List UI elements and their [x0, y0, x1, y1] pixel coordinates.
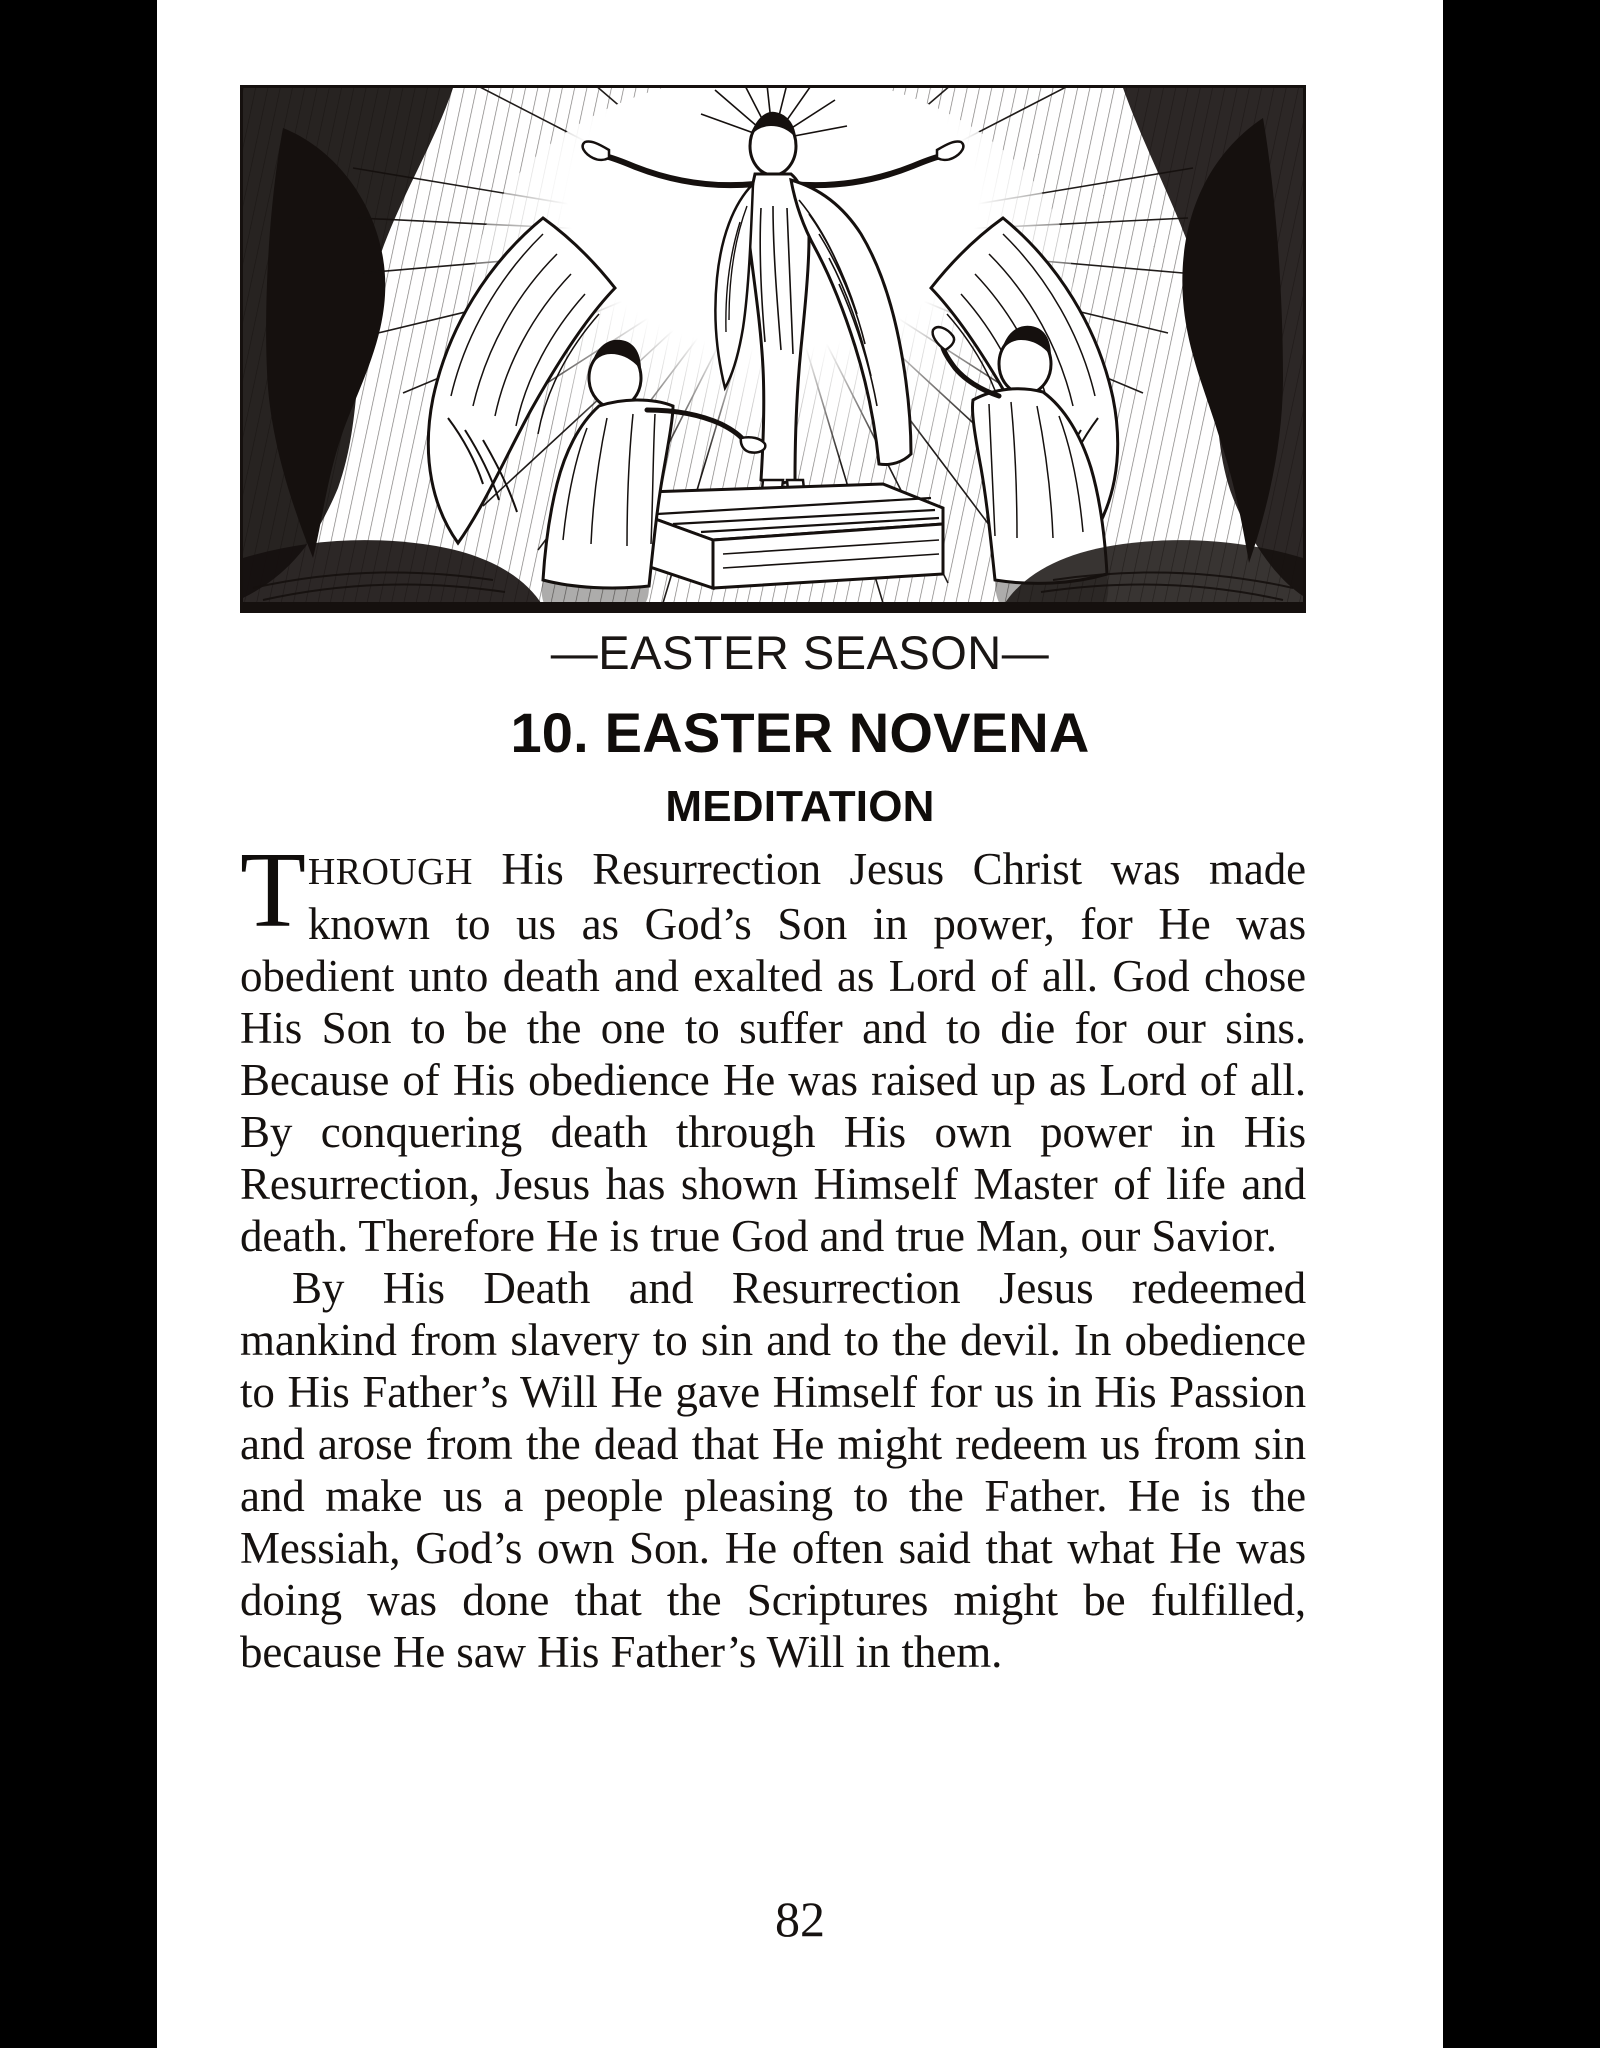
- book-page: [157, 0, 1443, 2048]
- drop-cap: T: [240, 831, 306, 950]
- woodcut-artwork: [243, 88, 1303, 610]
- page-title: 10. EASTER NOVENA: [510, 701, 1090, 764]
- paragraph-1: [240, 831, 1306, 1262]
- body-copy: [240, 831, 1306, 1678]
- paragraph-2: By His Death and Resurrection Jesus redeemed mankind from slavery to sin and to the devil. In obedience to His Father’s Will He gave Himself for us in His Passion and arose from the dead that He might redeem us from sin and make us a people pleasing to the Father. He is the Messiah, God’s own Son. He often said that what He was doing was done that the Scriptures might be fulfilled, because He saw His Father’s Will in them.: [240, 1263, 1306, 1677]
- paragraph-1-smallcaps: HROUGH: [307, 851, 473, 893]
- page-number: 82: [775, 1891, 825, 1947]
- page-content: [183, 0, 1417, 2048]
- resurrection-woodcut: [240, 85, 1306, 613]
- section-subtitle: MEDITATION: [665, 782, 935, 831]
- paragraph-1-text: His Resurrection Jesus Christ was made known to us as God’s Son in power, for He was obedient unto death and exalted as Lord of all. God chose His Son to be the one to suffer and to die for our sins. Because of His obedience He was raised up as Lord of all. By conquering death through His own power in His Resurrection, Jesus has shown Himself Master of life and death. Therefore He is true God and true Man, our Savior.: [240, 844, 1306, 1261]
- season-heading: —EASTER SEASON—: [550, 626, 1050, 679]
